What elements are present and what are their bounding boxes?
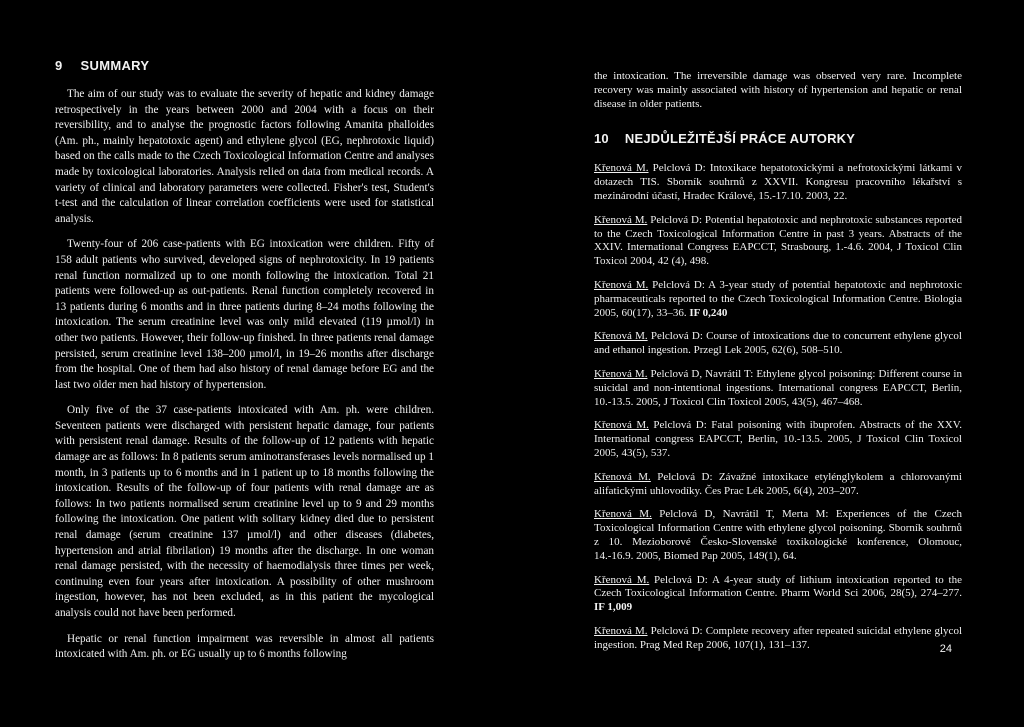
- reference-author: Křenová M.: [594, 470, 651, 483]
- reference-item: [594, 162, 962, 203]
- reference-text: Pelclová D: Fatal poisoning with ibuprofen. Abstracts of the XXV. International congress EAPCCT, Berlín, 10.-13.5. 2005, J Toxicol Clin Toxicol 2005, 43(5), 537.: [594, 419, 963, 459]
- reference-item: [594, 330, 962, 358]
- reference-text: Pelclová D: Závažné intoxikace etylénglykolem a chlorovanými alifatickými uhlovodíky. Čes Prac Lék 2005, 6(4), 203–207.: [594, 470, 962, 497]
- heading-title: NEJDŮLEŽITĚJŠÍ PRÁCE AUTORKY: [624, 131, 856, 147]
- reference-text: Pelclová D, Navrátil T: Ethylene glycol poisoning: Different course in suicidal and non-intentional ingestions. International congress EAPCCT, Berlín, 10.-13.5. 2005, J Toxicol Clin Toxicol 2005, 43(5), 467–468.: [594, 367, 962, 408]
- reference-text: Pelclová D: Intoxikace hepatotoxickými a nefrotoxickými látkami v dotazech TIS. Sborník souhrnů z XXVII. Kongresu pracovního lékařství s mezinárodní účastí, Hradec Králové, 15.-17.10. 2003, 22.: [594, 162, 963, 202]
- reference-author: Křenová M.: [594, 367, 648, 380]
- summary-paragraph: Only five of the 37 case-patients intoxicated with Am. ph. were children. Seventeen patients were discharged with persistent hepatic damage, four patients with persistent renal damage. Results of the follow-up of 12 patients with hepatic damage are as follows: In 8 patients serum aminotransferases levels normalised up 1 month, in 3 patients up to 6 months and in 1 patient up to 18 months following the intoxication. Results of the follow-up of four patients with renal damage are as follows: In two patients normalised serum creatinine level up to 9 and 29 months following the intoxication. One patient with solitary kidney died due to persistent renal damage (serum creatinine 137 µmol/l) and other diseases (diabetes, hypertension and atrial fibrilation) 19 months after the discharge. In one woman renal damage persisted, with the necessity of haemodialysis three times per week, continuing even four years after intoxication. A possibility of other mushroom ingestion, however, has not been excluded, as in this patient the mycological analysis could not have been performed.: [55, 404, 434, 619]
- publications-heading: [594, 131, 962, 146]
- summary-paragraph: The aim of our study was to evaluate the severity of hepatic and kidney damage retrospectively in the years between 2000 and 2004 with a focus on their reversibility, and to analyse the prognostic factors following Amanita phalloides (Am. ph., mainly hepatotoxic agent) and ethylene glycol (EG, nephrotoxic liquid) based on the calls made to the Czech Toxicological Information Centre and analyses made by toxicological laboratories. Analysis relied on data from medical records. A variety of clinical and laboratory parameters were collected. Fisher's test, Student's t-test and the calculation of linear correlation coefficients were used for statistical analysis.: [55, 88, 434, 225]
- reference-text: Pelclová D: Potential hepatotoxic and nephrotoxic substances reported to the Czech Toxicological Information Centre in past 3 years. Abstracts of the XXIV. International Congress EAPCCT, Strasbourg, 1.-4.6. 2004, J Toxicol Clin Toxicol 2004, 42 (4), 498.: [594, 213, 962, 268]
- reference-item: [594, 214, 962, 269]
- reference-text: Pelclová D: Course of intoxications due to concurrent ethylene glycol and ethanol ingestion. Przegl Lek 2005, 62(6), 508–510.: [594, 330, 962, 357]
- impact-factor: IF 1,009: [594, 601, 633, 614]
- right-page: [512, 0, 1024, 727]
- summary-paragraph: Hepatic or renal function impairment was reversible in almost all patients intoxicated with Am. ph. or EG usually up to 6 months following: [55, 632, 434, 661]
- heading-title: SUMMARY: [80, 58, 150, 73]
- summary-paragraph: Twenty-four of 206 case-patients with EG intoxication were children. Fifty of 158 adult patients who survived, developed signs of nephrotoxicity. In 19 patients renal function normalized up to one month following the intoxication. Total 21 patients were followed-up as out-patients. Renal function completely recovered in 13 patients during 6 months and in three patients during 8–24 moths following the intoxication. The serum creatinine level was only mild elevated (119 µmol/l) in other two patients. However, their follow-up finished. In three patients renal damage persisted, serum creatinine level 138–200 µmol/l, in 19–26 months after discharge from the hospital. One of them had also history of renal damage before EG and the last two older men had history of hypertension.: [55, 238, 434, 391]
- heading-number: 9: [55, 58, 63, 73]
- page-number: 24: [939, 643, 952, 655]
- reference-item: [594, 625, 962, 653]
- reference-text: Pelclová D: Complete recovery after repeated suicidal ethylene glycol ingestion. Prag Med Rep 2006, 107(1), 131–137.: [594, 624, 962, 651]
- reference-author: Křenová M.: [594, 278, 649, 291]
- reference-text: Pelclová D, Navrátil T, Merta M: Experiences of the Czech Toxicological Information Centre with ethylene glycol poisoning. Sborník souhrnů z 10. Mezioborové Česko-Slovenské toxikologické konference, Olomouc, 14.-16.9. 2005, Biomed Pap 2005, 149(1), 64.: [594, 508, 962, 562]
- reference-item: [594, 574, 962, 615]
- reference-item: [594, 471, 962, 499]
- reference-item: [594, 419, 962, 460]
- reference-list: [594, 162, 962, 652]
- impact-factor: IF 0,240: [689, 306, 728, 319]
- reference-author: Křenová M.: [594, 624, 648, 637]
- reference-author: Křenová M.: [594, 573, 650, 586]
- reference-text: Pelclová D: A 4-year study of lithium intoxication reported to the Czech Toxicological Information Centre. Pharm World Sci 2006, 28(5), 274–277.: [594, 573, 962, 600]
- reference-author: Křenová M.: [594, 419, 649, 432]
- continued-paragraph: the intoxication. The irreversible damage was observed very rare. Incomplete recovery was mainly associated with history of hypertension and hepatic or renal disease in older patients.: [594, 70, 962, 110]
- reference-author: Křenová M.: [594, 162, 649, 175]
- reference-author: Křenová M.: [594, 330, 648, 343]
- heading-number: 10: [594, 131, 609, 147]
- reference-author: Křenová M.: [594, 213, 648, 226]
- reference-item: [594, 508, 962, 563]
- summary-heading: [55, 58, 434, 73]
- reference-author: Křenová M.: [594, 508, 652, 521]
- reference-text: Pelclová D: A 3-year study of potential hepatotoxic and nephrotoxic pharmaceuticals reported to the Czech Toxicological Information Centre. Biologia 2005, 60(17), 33–36.: [594, 278, 962, 319]
- reference-item: [594, 279, 962, 320]
- reference-item: [594, 368, 962, 409]
